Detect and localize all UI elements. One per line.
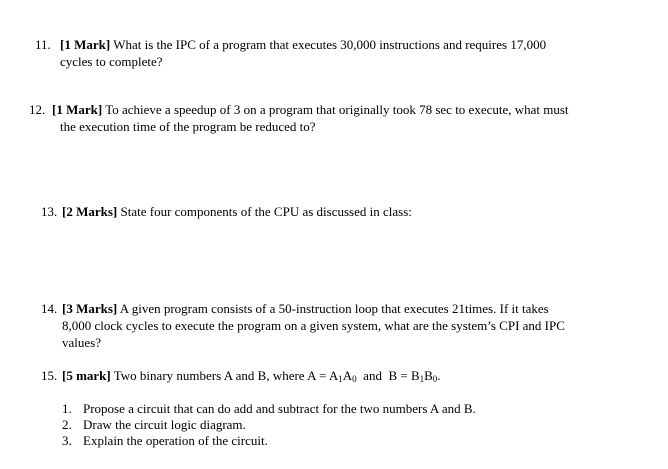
question-text: To achieve a speedup of 3 on a program that originally took 78 sec to execute, what must xyxy=(105,102,569,117)
question-number: 15. xyxy=(41,368,58,383)
marks-label: [1 Mark] xyxy=(60,37,111,52)
variable-text: and B = B xyxy=(356,368,420,383)
question-line xyxy=(62,368,441,384)
question-number: 13. xyxy=(41,204,58,219)
question-text: State four components of the CPU as discussed in class: xyxy=(120,204,412,219)
question-number: 11. xyxy=(35,37,51,52)
marks-label: [2 Marks] xyxy=(62,204,118,219)
question-text: A given program consists of a 50-instruction loop that executes 21times. If it takes xyxy=(119,301,549,316)
sub-item-number: 3. xyxy=(62,433,72,448)
question-line xyxy=(60,37,546,53)
question-number: 12. xyxy=(29,102,46,117)
subscript: 1 xyxy=(338,374,343,384)
subscript: 1 xyxy=(419,374,425,384)
marks-label: [1 Mark] xyxy=(52,102,103,117)
question-number: 14. xyxy=(41,301,58,316)
question-text: Two binary numbers A and B, where A = A xyxy=(113,368,339,383)
variable-text: B xyxy=(424,368,433,383)
sub-item-text: Draw the circuit logic diagram. xyxy=(83,417,246,432)
question-line xyxy=(52,102,569,118)
question-text-continued: the execution time of the program be reduced to? xyxy=(60,119,316,134)
question-text: What is the IPC of a program that executes 30,000 instructions and requires 17,000 xyxy=(113,37,547,52)
question-line xyxy=(62,301,549,317)
punctuation: . xyxy=(437,368,441,383)
sub-item-number: 1. xyxy=(62,401,72,416)
sub-item-text: Propose a circuit that can do add and subtract for the two numbers A and B. xyxy=(83,401,476,416)
marks-label: [3 Marks] xyxy=(62,301,118,316)
sub-item-number: 2. xyxy=(62,417,72,432)
question-text-continued: cycles to complete? xyxy=(60,54,163,69)
subscript: 0 xyxy=(432,374,438,384)
question-text-continued: 8,000 clock cycles to execute the program on a given system, what are the system’s CPI and IPC xyxy=(62,318,565,333)
question-text-continued: values? xyxy=(62,335,101,350)
variable-text: A xyxy=(342,368,353,383)
marks-label: [5 mark] xyxy=(62,368,111,383)
sub-item-text: Explain the operation of the circuit. xyxy=(83,433,268,448)
subscript: 0 xyxy=(352,374,357,384)
question-line xyxy=(62,204,412,220)
